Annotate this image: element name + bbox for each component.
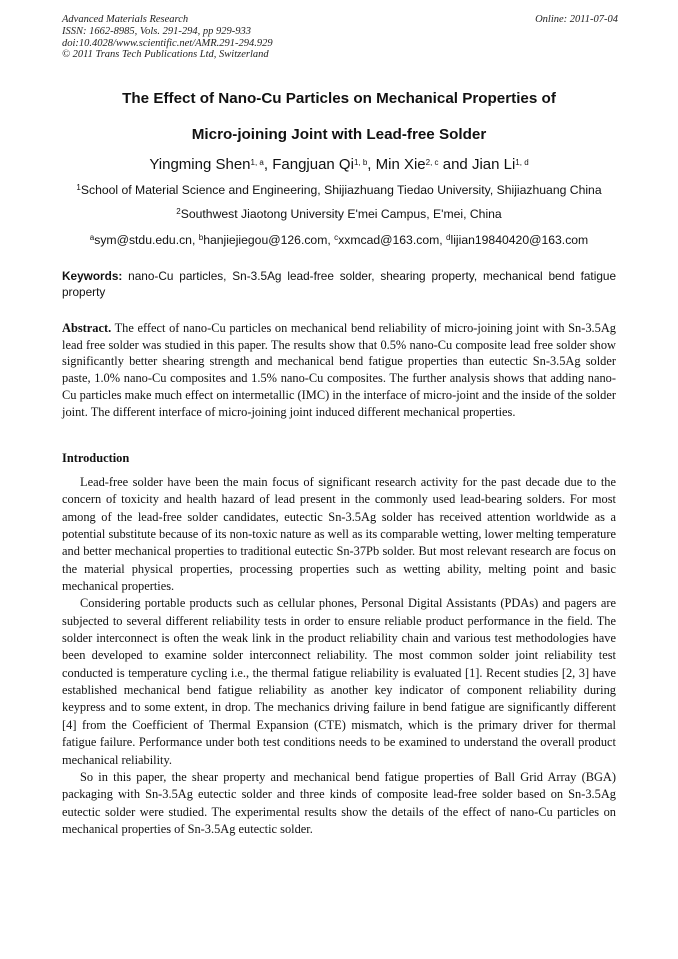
author-affiliation-mark: 1, d: [515, 158, 529, 167]
affiliation-mark: 1: [76, 183, 81, 192]
author-name: Jian Li: [471, 156, 516, 173]
issn-line: ISSN: 1662-8985, Vols. 291-294, pp 929-933: [62, 25, 251, 37]
section-heading-introduction: Introduction: [62, 451, 130, 465]
author-list: [62, 156, 616, 173]
author-name: Yingming Shen: [149, 156, 251, 173]
email-address: hanjiejiegou@126.com,: [203, 233, 335, 247]
author-affiliation-mark: 1, b: [353, 158, 368, 167]
keywords-text: nano-Cu particles, Sn-3.5Ag lead-free solder, shearing property, mechanical bend fatigue property: [62, 269, 616, 299]
keywords-label: Keywords:: [62, 269, 123, 283]
affiliation-text: School of Material Science and Engineering, Shijiazhuang Tiedao University, Shijiazhuang China: [80, 183, 602, 197]
author-name: Fangjuan Qi: [272, 156, 354, 173]
paper-title-line-1: The Effect of Nano-Cu Particles on Mechanical Properties of: [122, 90, 556, 107]
doi-line: doi:10.4028/www.scientific.net/AMR.291-294.929: [62, 37, 273, 49]
author-affiliation-mark: 1, a: [250, 158, 264, 167]
affiliation-2: [62, 207, 616, 221]
keywords: [62, 268, 616, 300]
affiliation-mark: 2: [176, 207, 181, 216]
affiliation-text: Southwest Jiaotong University E'mei Campus, E'mei, China: [180, 207, 502, 221]
author-separator: and: [438, 156, 472, 173]
journal-header: [62, 14, 618, 61]
author-affiliation-mark: 2, c: [425, 158, 439, 167]
journal-name: Advanced Materials Research: [62, 14, 189, 25]
email-mark: a: [89, 233, 95, 242]
introduction-body: [62, 474, 616, 838]
email-address: sym@stdu.edu.cn,: [94, 233, 199, 247]
author-separator: ,: [367, 156, 376, 173]
author-separator: ,: [263, 156, 273, 173]
abstract: [62, 320, 616, 420]
paragraph: Considering portable products such as cellular phones, Personal Digital Assistants (PDAs) and pagers are subjected to several different reliability tests in order to ensure reliable product performance in the field. The solder interconnect is often the weak link in the product reliability chain and various test methodologies have been developed to examine solder interconnect reliability. The most common solder joint reliability test conducted is temperature cycling i.e., the thermal fatigue reliability is evaluated [1]. Recent studies [2, 3] have established mechanical bend fatigue reliability as another key indicator of component reliability during keypress and to some extent, in drop. The mechanics driving failure in bend fatigue are significantly different [4] from the Coefficient of Thermal Expansion (CTE) mismatch, which is the primary driver for thermal fatigue failure. Performance under both test conditions needs to be examined to understand the overall product mechanical reliability.: [62, 596, 616, 767]
email-mark: d: [446, 233, 451, 242]
email-list: [62, 233, 616, 247]
author-name: Min Xie: [375, 156, 426, 173]
paper-title-line-2: Micro-joining Joint with Lead-free Solder: [191, 126, 487, 143]
email-mark: b: [198, 233, 204, 242]
affiliation-1: [62, 183, 616, 197]
copyright-line: © 2011 Trans Tech Publications Ltd, Switzerland: [62, 49, 269, 61]
abstract-text: The effect of nano-Cu particles on mechanical bend reliability of micro-joining joint with Sn-3.5Ag lead free solder was studied in this paper. The results show that 0.5% nano-Cu composite lead free solder show significantly better shearing strength and mechanical bend fatigue properties than eutectic Sn-3.5Ag solder paste, 1.0% nano-Cu composites and 1.5% nano-Cu composites. The further analysis shows that adding nano-Cu particles make much effect on intermetallic (IMC) in the interface of micro-joint and the inside of the solder joint. The different interface of micro-joining joint induced different mechanical properties.: [62, 321, 616, 419]
paragraph: So in this paper, the shear property and mechanical bend fatigue properties of Ball Grid Array (BGA) packaging with Sn-3.5Ag eutectic solder and three kinds of composite lead-free solder based on Sn-3.5Ag eutectic solder were studied. The experimental results show the details of the effect of nano-Cu particles on mechanical properties of Sn-3.5Ag eutectic solder.: [62, 769, 616, 836]
email-mark: c: [334, 233, 339, 242]
paragraph: Lead-free solder have been the main focus of significant research activity for the past decade due to the concern of toxicity and health hazard of lead present in the commonly used lead-bearing solders. For most among of the lead-free solder candidates, eutectic Sn-3.5Ag solder has received attention worldwide as a potential substitute because of its non-toxic nature as well as its comparable wetting, lower melting temperature and better mechanical properties to traditional eutectic Sn-37Pb solder. But most relevant research are focus on the material physical properties, processing properties such as wetting ability, melting point and basic mechanical properties.: [62, 475, 616, 594]
email-address: xxmcad@163.com,: [338, 233, 447, 247]
online-date: Online: 2011-07-04: [535, 14, 618, 25]
email-address: lijian19840420@163.com: [450, 233, 589, 247]
abstract-label: Abstract.: [62, 321, 112, 335]
